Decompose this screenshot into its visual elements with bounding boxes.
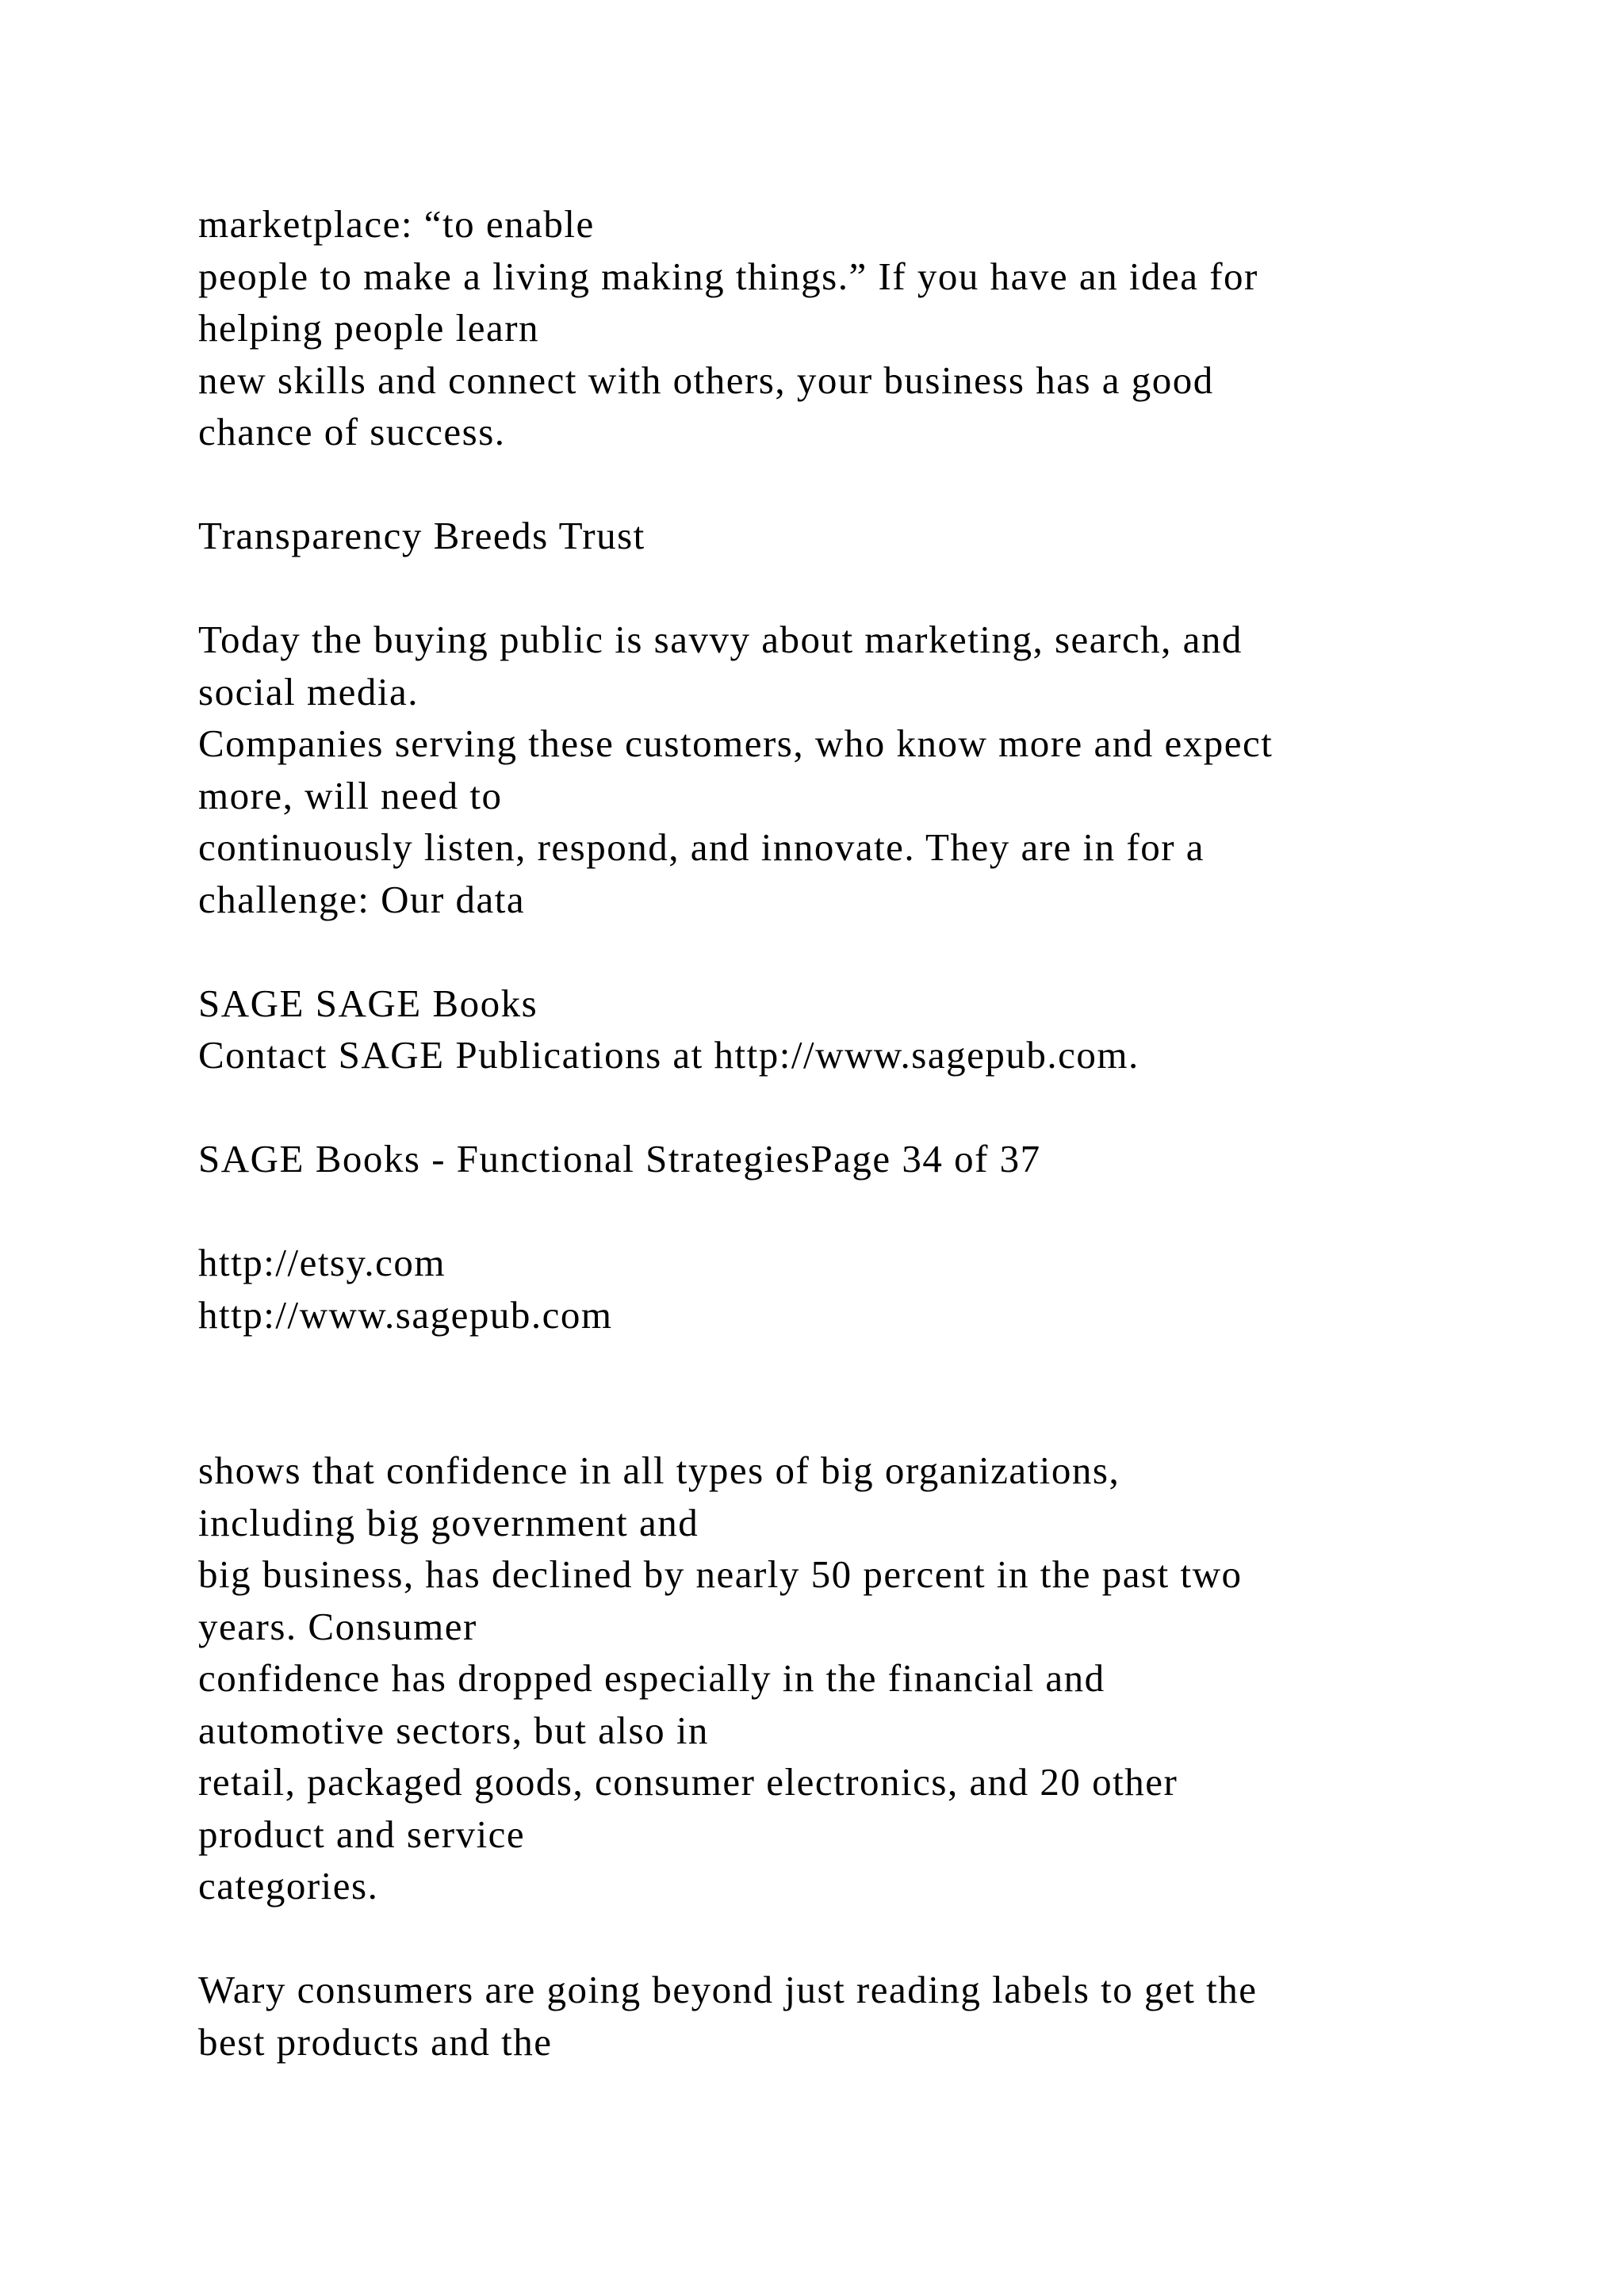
text-line: Today the buying public is savvy about marketing, search, and bbox=[198, 618, 1243, 661]
blank-line bbox=[198, 1912, 1435, 1965]
text-line: including big government and bbox=[198, 1500, 699, 1544]
blank-line bbox=[198, 1341, 1435, 1393]
text-line: new skills and connect with others, your business has a good bbox=[198, 358, 1214, 402]
text-line: marketplace: “to enable bbox=[198, 202, 595, 246]
text-line: shows that confidence in all types of big organizations, bbox=[198, 1448, 1120, 1492]
text-line: Companies serving these customers, who know more and expect bbox=[198, 721, 1274, 765]
blank-line bbox=[198, 458, 1435, 511]
text-line: more, will need to bbox=[198, 773, 503, 817]
text-line: retail, packaged goods, consumer electronics, and 20 other bbox=[198, 1760, 1178, 1804]
text-line: continuously listen, respond, and innovate. They are in for a bbox=[198, 825, 1205, 869]
blank-line bbox=[198, 1081, 1435, 1134]
text-line: years. Consumer bbox=[198, 1604, 477, 1648]
text-line: confidence has dropped especially in the financial and bbox=[198, 1656, 1105, 1700]
text-line: challenge: Our data bbox=[198, 877, 526, 921]
blank-line bbox=[198, 1185, 1435, 1238]
text-line: SAGE SAGE Books bbox=[198, 981, 538, 1025]
text-line: Wary consumers are going beyond just reading labels to get the bbox=[198, 1968, 1258, 2011]
text-line: product and service bbox=[198, 1812, 526, 1856]
text-line: http://www.sagepub.com bbox=[198, 1292, 613, 1337]
text-line: automotive sectors, but also in bbox=[198, 1708, 709, 1752]
document-body bbox=[198, 198, 1435, 2068]
text-line: SAGE Books - Functional StrategiesPage 34 of 37 bbox=[198, 1137, 1041, 1181]
text-line: Contact SAGE Publications at http://www.sagepub.com. bbox=[198, 1033, 1139, 1077]
text-line: categories. bbox=[198, 1864, 379, 1908]
blank-line bbox=[198, 925, 1435, 978]
blank-line bbox=[198, 1393, 1435, 1445]
text-line: big business, has declined by nearly 50 percent in the past two bbox=[198, 1552, 1243, 1596]
text-line: helping people learn bbox=[198, 306, 540, 350]
text-line: best products and the bbox=[198, 2019, 553, 2064]
text-line: people to make a living making things.” If you have an idea for bbox=[198, 254, 1258, 298]
text-line: social media. bbox=[198, 669, 419, 714]
text-line: Transparency Breeds Trust bbox=[198, 514, 645, 557]
text-line: chance of success. bbox=[198, 410, 506, 453]
text-line: http://etsy.com bbox=[198, 1241, 446, 1284]
blank-line bbox=[198, 562, 1435, 614]
